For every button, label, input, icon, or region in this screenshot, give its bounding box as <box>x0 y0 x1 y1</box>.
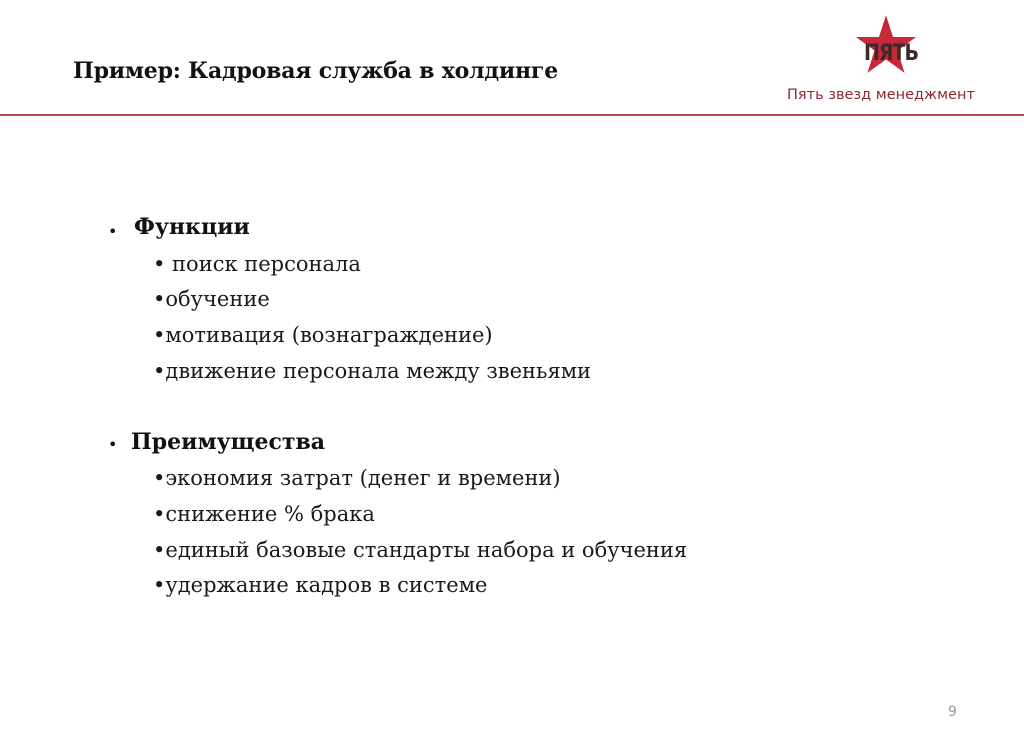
page-number: 9 <box>948 704 957 720</box>
logo-wordmark: ПЯТЬ <box>864 40 918 66</box>
section-heading-functions: Функции <box>134 214 250 240</box>
section-bullet: • <box>108 435 118 454</box>
logo-caption: Пять звезд менеджмент <box>787 87 975 103</box>
list-item: •снижение % брака <box>153 502 375 526</box>
list-item: • поиск персонала <box>153 252 361 276</box>
list-item: •движение персонала между звеньями <box>153 359 592 383</box>
list-item: •экономия затрат (денег и времени) <box>153 466 561 490</box>
company-logo <box>782 14 1002 109</box>
section-heading-advantages: Преимущества <box>131 429 326 455</box>
list-item: •удержание кадров в системе <box>153 573 488 597</box>
header-divider <box>0 114 1024 116</box>
list-item: •мотивация (вознаграждение) <box>153 323 493 347</box>
list-item: •обучение <box>153 287 270 311</box>
list-item: •единый базовые стандарты набора и обучения <box>153 538 688 562</box>
section-bullet: • <box>108 222 118 241</box>
slide-title: Пример: Кадровая служба в холдинге <box>73 58 558 84</box>
